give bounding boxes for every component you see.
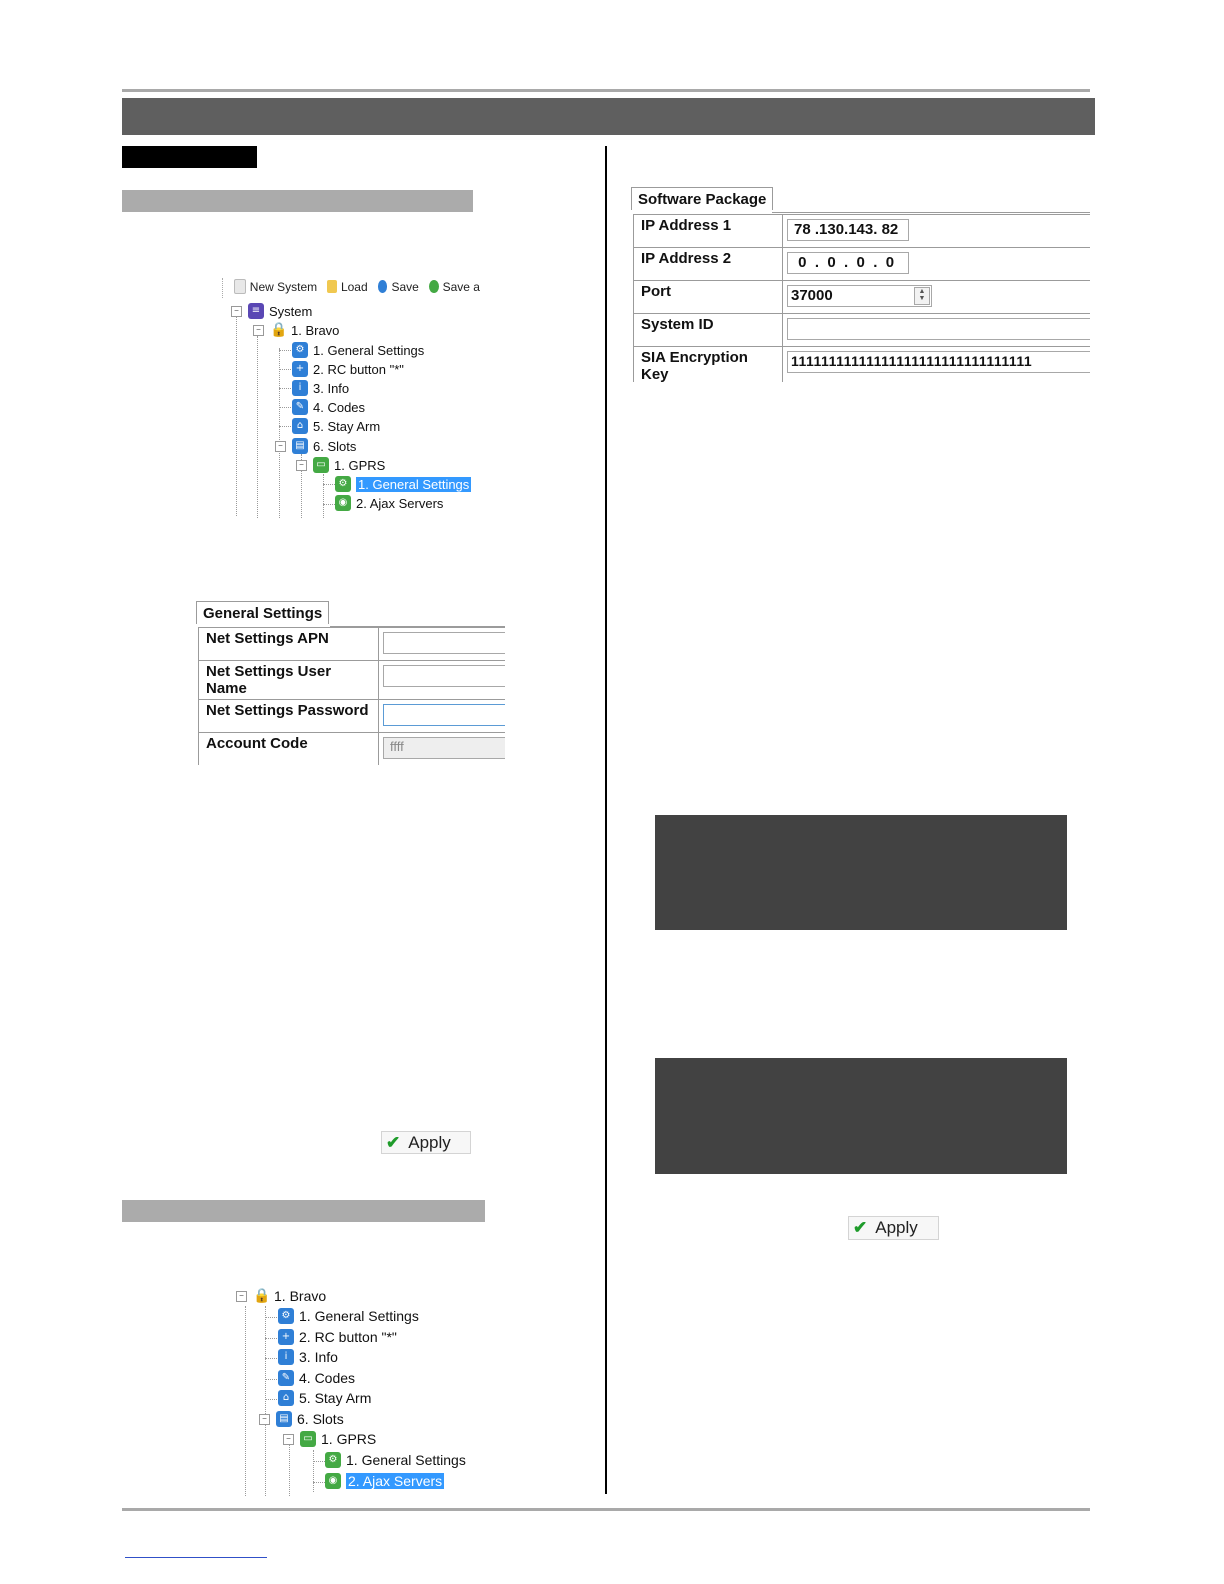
tree-node-general-settings[interactable] — [278, 1308, 419, 1324]
database-icon: ▤ — [276, 1411, 292, 1427]
collapse-toggle-icon[interactable]: − — [259, 1414, 270, 1425]
tree-node-bravo[interactable] — [236, 1288, 326, 1304]
subsection-band-2 — [122, 1200, 485, 1222]
checkmark-icon: ✔ — [853, 1218, 868, 1237]
ip-address-1-field[interactable]: 78 .130.143. 82 — [787, 219, 909, 241]
tree-node-system[interactable] — [231, 303, 312, 319]
settings-icon: ⚙ — [292, 342, 308, 358]
tree-line — [323, 474, 324, 518]
user-name-field[interactable] — [383, 665, 505, 687]
tree-line — [236, 316, 237, 516]
apn-field[interactable] — [383, 632, 505, 654]
tab-label: General Settings — [203, 605, 323, 622]
tree-node-slots[interactable] — [275, 438, 356, 454]
sia-encryption-key-field[interactable]: 11111111111111111111111111111111 — [787, 351, 1090, 373]
tree-label: 6. Slots — [313, 438, 357, 454]
apply-label: Apply — [875, 1218, 918, 1237]
tab-label: Software Package — [638, 191, 767, 208]
load-button[interactable]: Load — [340, 279, 368, 294]
tree-label: 1. Bravo — [274, 1288, 327, 1304]
tree-label: 5. Stay Arm — [313, 418, 381, 434]
tree-node-general-settings[interactable] — [292, 342, 424, 358]
spin-arrows-icon[interactable]: ▲ ▼ — [914, 287, 930, 305]
tree-node-codes[interactable] — [278, 1370, 355, 1386]
gprs-modem-icon: ▭ — [313, 457, 329, 473]
column-divider — [605, 146, 607, 1494]
collapse-toggle-icon[interactable]: − — [253, 325, 264, 336]
header-band — [122, 98, 1095, 135]
tree-screenshot-1 — [222, 276, 480, 518]
note-box-1 — [655, 815, 1067, 930]
section-label-bar — [122, 146, 257, 168]
tree-label: 1. General Settings — [346, 1452, 466, 1468]
tree-node-gprs[interactable] — [283, 1431, 376, 1447]
sia-encryption-key-label: SIA Encryption Key — [634, 347, 783, 383]
tree-node-info[interactable] — [292, 380, 349, 396]
tree-label-selected: 2. Ajax Servers — [348, 1473, 443, 1489]
tree-line — [279, 407, 291, 408]
port-label: Port — [634, 281, 783, 314]
tree-line — [265, 1338, 277, 1339]
new-system-button[interactable]: New System — [249, 279, 318, 294]
port-field[interactable]: 37000 — [787, 285, 932, 307]
save-as-icon — [429, 280, 439, 293]
tab-baseline — [772, 212, 1090, 213]
tab-general-settings[interactable] — [196, 601, 329, 624]
collapse-toggle-icon[interactable]: − — [236, 1291, 247, 1302]
tree-line — [245, 1306, 246, 1496]
checkmark-icon: ✔ — [386, 1132, 401, 1152]
tree-node-gprs[interactable] — [296, 457, 385, 473]
tree-node-rc-button[interactable] — [278, 1329, 397, 1345]
plus-icon: + — [278, 1329, 294, 1345]
save-icon — [378, 280, 388, 293]
tree-line — [279, 426, 291, 427]
tree-line — [265, 1358, 277, 1359]
subsection-band-1 — [122, 190, 473, 212]
password-field[interactable] — [383, 704, 505, 726]
port-stepper[interactable] — [787, 285, 932, 307]
tree-line — [279, 388, 291, 389]
system-icon: ≡ — [248, 303, 264, 319]
collapse-toggle-icon[interactable]: − — [283, 1434, 294, 1445]
tree-line — [257, 336, 258, 518]
ip-address-2-label: IP Address 2 — [634, 248, 783, 281]
key-icon: ✎ — [278, 1370, 294, 1386]
globe-icon: ◉ — [335, 495, 351, 511]
tree-node-info[interactable] — [278, 1349, 338, 1365]
tree-node-bravo[interactable] — [253, 322, 339, 338]
tree-line — [323, 504, 335, 505]
tree-label: 1. Bravo — [291, 322, 340, 338]
toolbar — [234, 279, 480, 294]
tree-label: 6. Slots — [297, 1411, 344, 1427]
folder-icon — [327, 280, 337, 293]
tree-line — [323, 484, 335, 485]
gprs-modem-icon: ▭ — [300, 1431, 316, 1447]
key-icon: ✎ — [292, 399, 308, 415]
new-file-icon — [234, 279, 246, 294]
tree-node-stay-arm[interactable] — [278, 1390, 371, 1406]
tree-line — [279, 350, 291, 351]
tree-label: 4. Codes — [313, 399, 366, 415]
general-settings-table — [198, 627, 505, 765]
tab-software-package[interactable] — [631, 187, 773, 210]
account-code-field[interactable]: ffff — [383, 737, 505, 759]
globe-icon: ◉ — [325, 1473, 341, 1489]
ip-address-2-field[interactable]: 0 . 0 . 0 . 0 — [787, 252, 909, 274]
info-icon: i — [292, 380, 308, 396]
tree-line — [313, 1461, 325, 1462]
tree-line — [265, 1317, 277, 1318]
home-icon: ⌂ — [278, 1390, 294, 1406]
tree-label: 2. Ajax Servers — [356, 495, 444, 511]
ip-address-1-label: IP Address 1 — [634, 215, 783, 248]
general-settings-table-clip — [198, 627, 505, 765]
apply-button[interactable] — [848, 1216, 939, 1240]
info-icon: i — [278, 1349, 294, 1365]
tree-label: System — [269, 303, 313, 319]
collapse-toggle-icon[interactable]: − — [231, 306, 242, 317]
tree-node-gprs-general-settings[interactable] — [335, 476, 471, 492]
tree-label: 5. Stay Arm — [299, 1390, 372, 1406]
tree-label: 1. General Settings — [313, 342, 425, 358]
system-id-field[interactable] — [787, 318, 1090, 340]
tree-line — [265, 1379, 277, 1380]
tree-label: 1. GPRS — [321, 1431, 377, 1447]
tree-node-rc-button[interactable] — [292, 361, 404, 377]
collapse-toggle-icon[interactable]: − — [296, 460, 307, 471]
footer-link-underline[interactable] — [125, 1557, 267, 1558]
tree-label: 4. Codes — [299, 1370, 356, 1386]
settings-icon: ⚙ — [335, 476, 351, 492]
tree-node-ajax-servers[interactable] — [325, 1473, 444, 1489]
software-package-table — [633, 214, 1090, 382]
tree-label: 3. Info — [313, 380, 350, 396]
tree-label: 1. General Settings — [299, 1308, 419, 1324]
apn-label: Net Settings APN — [199, 628, 379, 661]
apply-label: Apply — [408, 1132, 451, 1152]
settings-icon: ⚙ — [278, 1308, 294, 1324]
settings-icon: ⚙ — [325, 1452, 341, 1468]
top-rule — [122, 89, 1090, 92]
password-label: Net Settings Password — [199, 700, 379, 733]
collapse-toggle-icon[interactable]: − — [275, 441, 286, 452]
save-button[interactable]: Save — [391, 279, 419, 294]
tree-node-slots[interactable] — [259, 1411, 344, 1427]
toolbar-grip — [222, 278, 223, 298]
note-box-2 — [655, 1058, 1067, 1174]
lock-icon: 🔒 — [270, 322, 288, 338]
tree-line — [265, 1399, 277, 1400]
tree-line — [279, 348, 280, 518]
account-code-label: Account Code — [199, 733, 379, 766]
tree-line — [313, 1450, 314, 1492]
lock-icon: 🔒 — [253, 1288, 271, 1304]
bottom-rule — [122, 1508, 1090, 1511]
tree-label-selected: 1. General Settings — [358, 476, 470, 492]
tree-label: 2. RC button "*" — [313, 361, 404, 377]
software-package-table-clip — [633, 214, 1090, 382]
tree-node-stay-arm[interactable] — [292, 418, 380, 434]
user-name-label: Net Settings User Name — [199, 661, 379, 700]
plus-icon: + — [292, 361, 308, 377]
tree-node-gprs-general-settings[interactable] — [325, 1452, 466, 1468]
system-id-label: System ID — [634, 314, 783, 347]
tree-node-ajax-servers[interactable] — [335, 495, 443, 511]
tree-line — [313, 1482, 325, 1483]
tree-line — [289, 1440, 290, 1496]
tree-line — [279, 369, 291, 370]
apply-button[interactable] — [381, 1131, 471, 1154]
tree-screenshot-2 — [234, 1284, 474, 1496]
save-as-button[interactable]: Save a — [442, 279, 480, 294]
tree-label: 1. GPRS — [334, 457, 386, 473]
tree-line — [265, 1306, 266, 1496]
database-icon: ▤ — [292, 438, 308, 454]
tree-label: 3. Info — [299, 1349, 338, 1365]
tree-label: 2. RC button "*" — [299, 1329, 397, 1345]
tree-node-codes[interactable] — [292, 399, 365, 415]
home-icon: ⌂ — [292, 418, 308, 434]
